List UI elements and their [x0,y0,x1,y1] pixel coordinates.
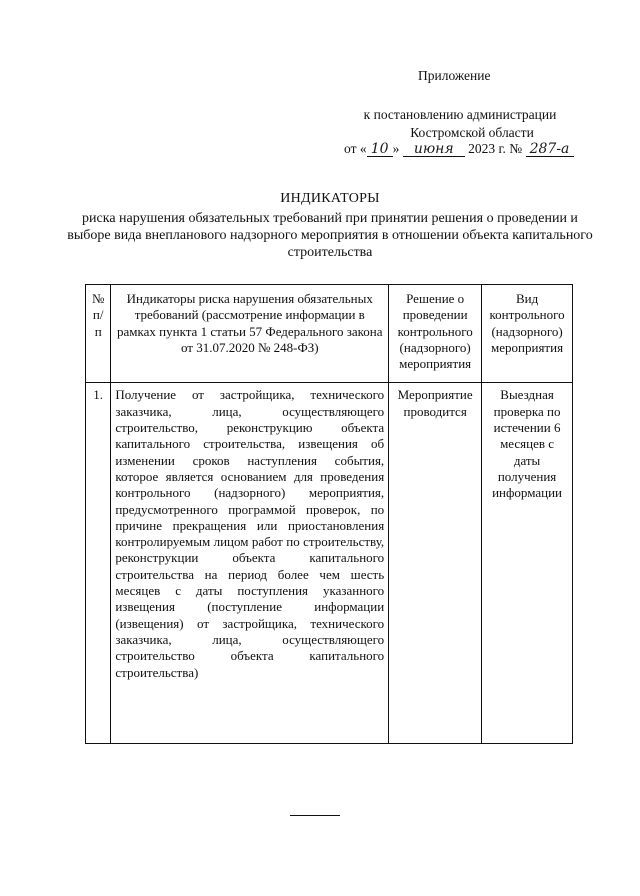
document-subtitle: риска нарушения обязательных требований при принятии решения о проведении и выборе вида внепланового надзорного мероприятия в отношении объекта капитального строительства [67,211,593,260]
date-close-quote: » [392,141,400,156]
date-year-number-label: 2023 г. № [468,141,523,156]
date-prefix: от « [344,141,367,156]
header-decision: Решение о проведении контрольного (надзорного) мероприятия [389,285,482,383]
row-number: 1. [86,383,111,744]
annex-line-resolution: к постановлению администрации [363,107,557,122]
indicators-table [85,284,573,744]
handwritten-number: 287-а [526,142,574,157]
row-indicator: Получение от застройщика, технического заказчика, лица, осуществляющего строительство, реконструкцию объекта капитального строительства, извещения об изменении сроков наступления события, которое является основанием для проведения контрольного (надзорного) мероприятия, предусмотренного программой проверок, по причине прекращения или приостановления контролируемым лицом работ по строительству, реконструкции объекта капитального строительства на период более чем шесть месяцев с даты поступления указанного извещения (поступление информации (извещения) от застройщика, технического заказчика, лица, осуществляющего строительство объекта капитального строительства) [111,383,389,744]
end-divider [290,815,340,816]
annex-line-region: Костромской области [410,125,534,140]
document-title: ИНДИКАТОРЫ [280,191,380,206]
header-indicators: Индикаторы риска нарушения обязательных требований (рассмотрение информации в рамках пункта 1 статьи 57 Федерального закона от 31.07.2020 № 248-ФЗ) [111,285,389,383]
row-decision: Мероприятие проводится [389,383,482,744]
annex-date-line [344,140,574,157]
row-kind: Выездная проверка по истечении 6 месяцев с даты получения информации [482,383,573,744]
handwritten-day: 10 [367,142,393,157]
table-row [86,383,573,744]
header-number: № п/п [86,285,111,383]
handwritten-month: июня [403,142,465,157]
header-kind: Вид контрольного (надзорного) мероприятия [482,285,573,383]
annex-title: Приложение [418,68,491,83]
table-header-row [86,285,573,383]
